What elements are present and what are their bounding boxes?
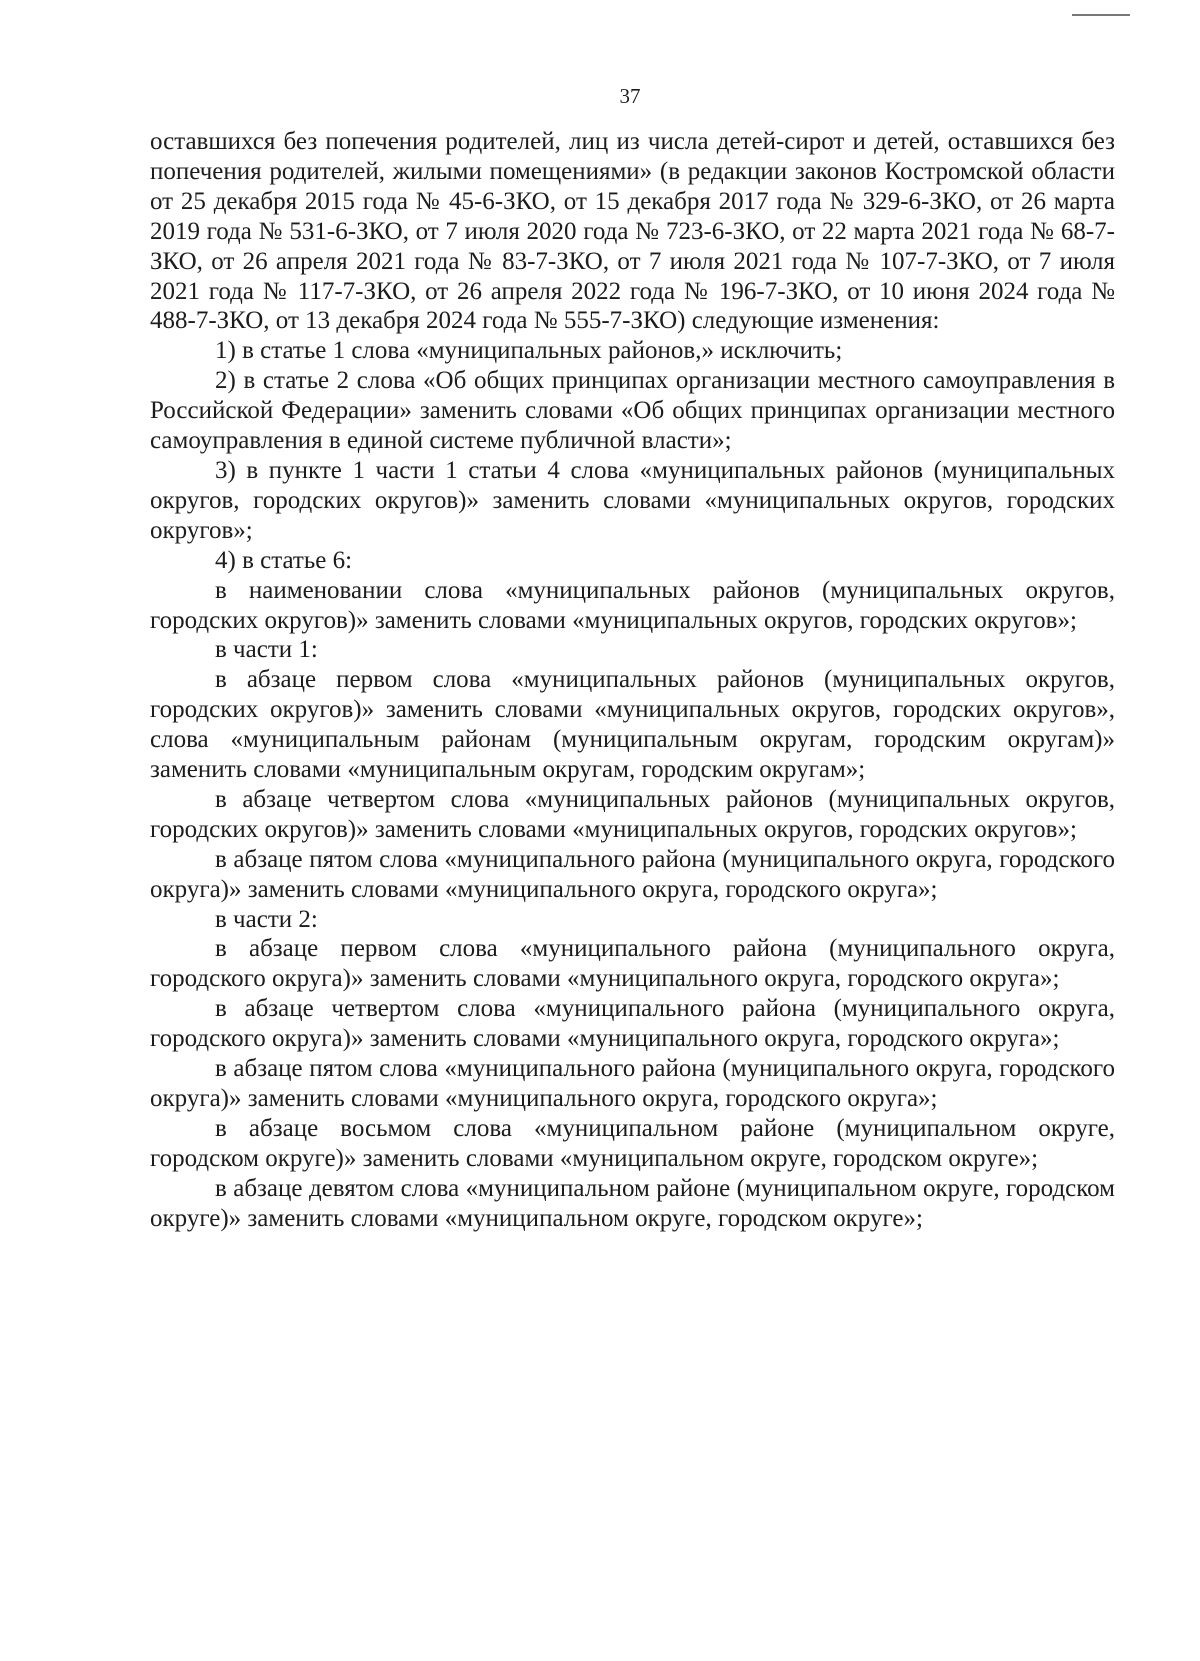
paragraph-part1-abzac5: в абзаце пятом слова «муниципального района (муниципального округа, городского округа)» заменить словами «муниципального округа, городского округа»; xyxy=(150,845,1115,903)
paragraph-item-2: 2) в статье 2 слова «Об общих принципах организации местного самоуправления в Российской Федерации» заменить словами «Об общих принципах организации местного самоуправления в единой системе публичной власти»; xyxy=(150,367,1115,455)
scan-artifact-line xyxy=(1072,14,1130,16)
paragraph-part-2: в части 2: xyxy=(215,905,318,933)
paragraph-item-1: 1) в статье 1 слова «муниципальных районов,» исключить; xyxy=(215,337,843,365)
paragraph-part1-abzac4: в абзаце четвертом слова «муниципальных районов (муниципальных округов, городских округов)» заменить словами «муниципальных округов, городских округов»; xyxy=(150,785,1115,843)
paragraph-part2-abzac9: в абзаце девятом слова «муниципальном районе (муниципальном округе, городском округе)» заменить словами «муниципальном округе, городском округе»; xyxy=(150,1174,1115,1232)
paragraph-part1-abzac1: в абзаце первом слова «муниципальных районов (муниципальных округов, городских округов)» заменить словами «муниципальных округов, городских округов», слова «муниципальным районам (муниципальным округам, городским округам)» заменить словами «муниципальным округам, городским округам»; xyxy=(150,666,1115,784)
paragraph-item-4: 4) в статье 6: xyxy=(215,546,353,574)
paragraph-item-3: 3) в пункте 1 части 1 статьи 4 слова «муниципальных районов (муниципальных округов, городских округов)» заменить словами «муниципальных округов, городских округов»; xyxy=(150,456,1115,544)
paragraph-part2-abzac5: в абзаце пятом слова «муниципального района (муниципального округа, городского округа)» заменить словами «муниципального округа, городского округа»; xyxy=(150,1055,1115,1112)
page-number: 37 xyxy=(619,84,641,108)
paragraph-part-1: в части 1: xyxy=(215,636,318,664)
paragraph-part2-abzac4: в абзаце четвертом слова «муниципального района (муниципального округа, городского округа)» заменить словами «муниципального округа, городского округа»; xyxy=(150,995,1115,1053)
paragraph-part2-abzac8: в абзаце восьмом слова «муниципальном районе (муниципальном округе, городском округе)» заменить словами «муниципальном округе, городском округе»; xyxy=(150,1114,1115,1172)
document-body xyxy=(150,127,1115,1234)
paragraph-title-change: в наименовании слова «муниципальных районов (муниципальных округов, городских округов)» заменить словами «муниципальных округов, городских округов»; xyxy=(150,576,1115,634)
paragraph-part2-abzac1: в абзаце первом слова «муниципального района (муниципального округа, городского округа)» заменить словами «муниципального округа, городского округа»; xyxy=(150,935,1115,993)
paragraph-continuation: оставшихся без попечения родителей, лиц из числа детей-сирот и детей, оставшихся без попечения родителей, жилыми помещениями» (в редакции законов Костромской области от 25 декабря 2015 года № 45-6-ЗКО, от 15 декабря 2017 года № 329-6-ЗКО, от 26 марта 2019 года № 531-6-ЗКО, от 7 июля 2020 года № 723-6-ЗКО, от 22 марта 2021 года № 68-7-ЗКО, от 26 апреля 2021 года № 83-7-ЗКО, от 7 июля 2021 года № 107-7-ЗКО, от 7 июля 2021 года № 117-7-ЗКО, от 26 апреля 2022 года № 196-7-ЗКО, от 10 июня 2024 года № 488-7-ЗКО, от 13 декабря 2024 года № 555-7-ЗКО) следующие изменения: xyxy=(150,128,1115,335)
